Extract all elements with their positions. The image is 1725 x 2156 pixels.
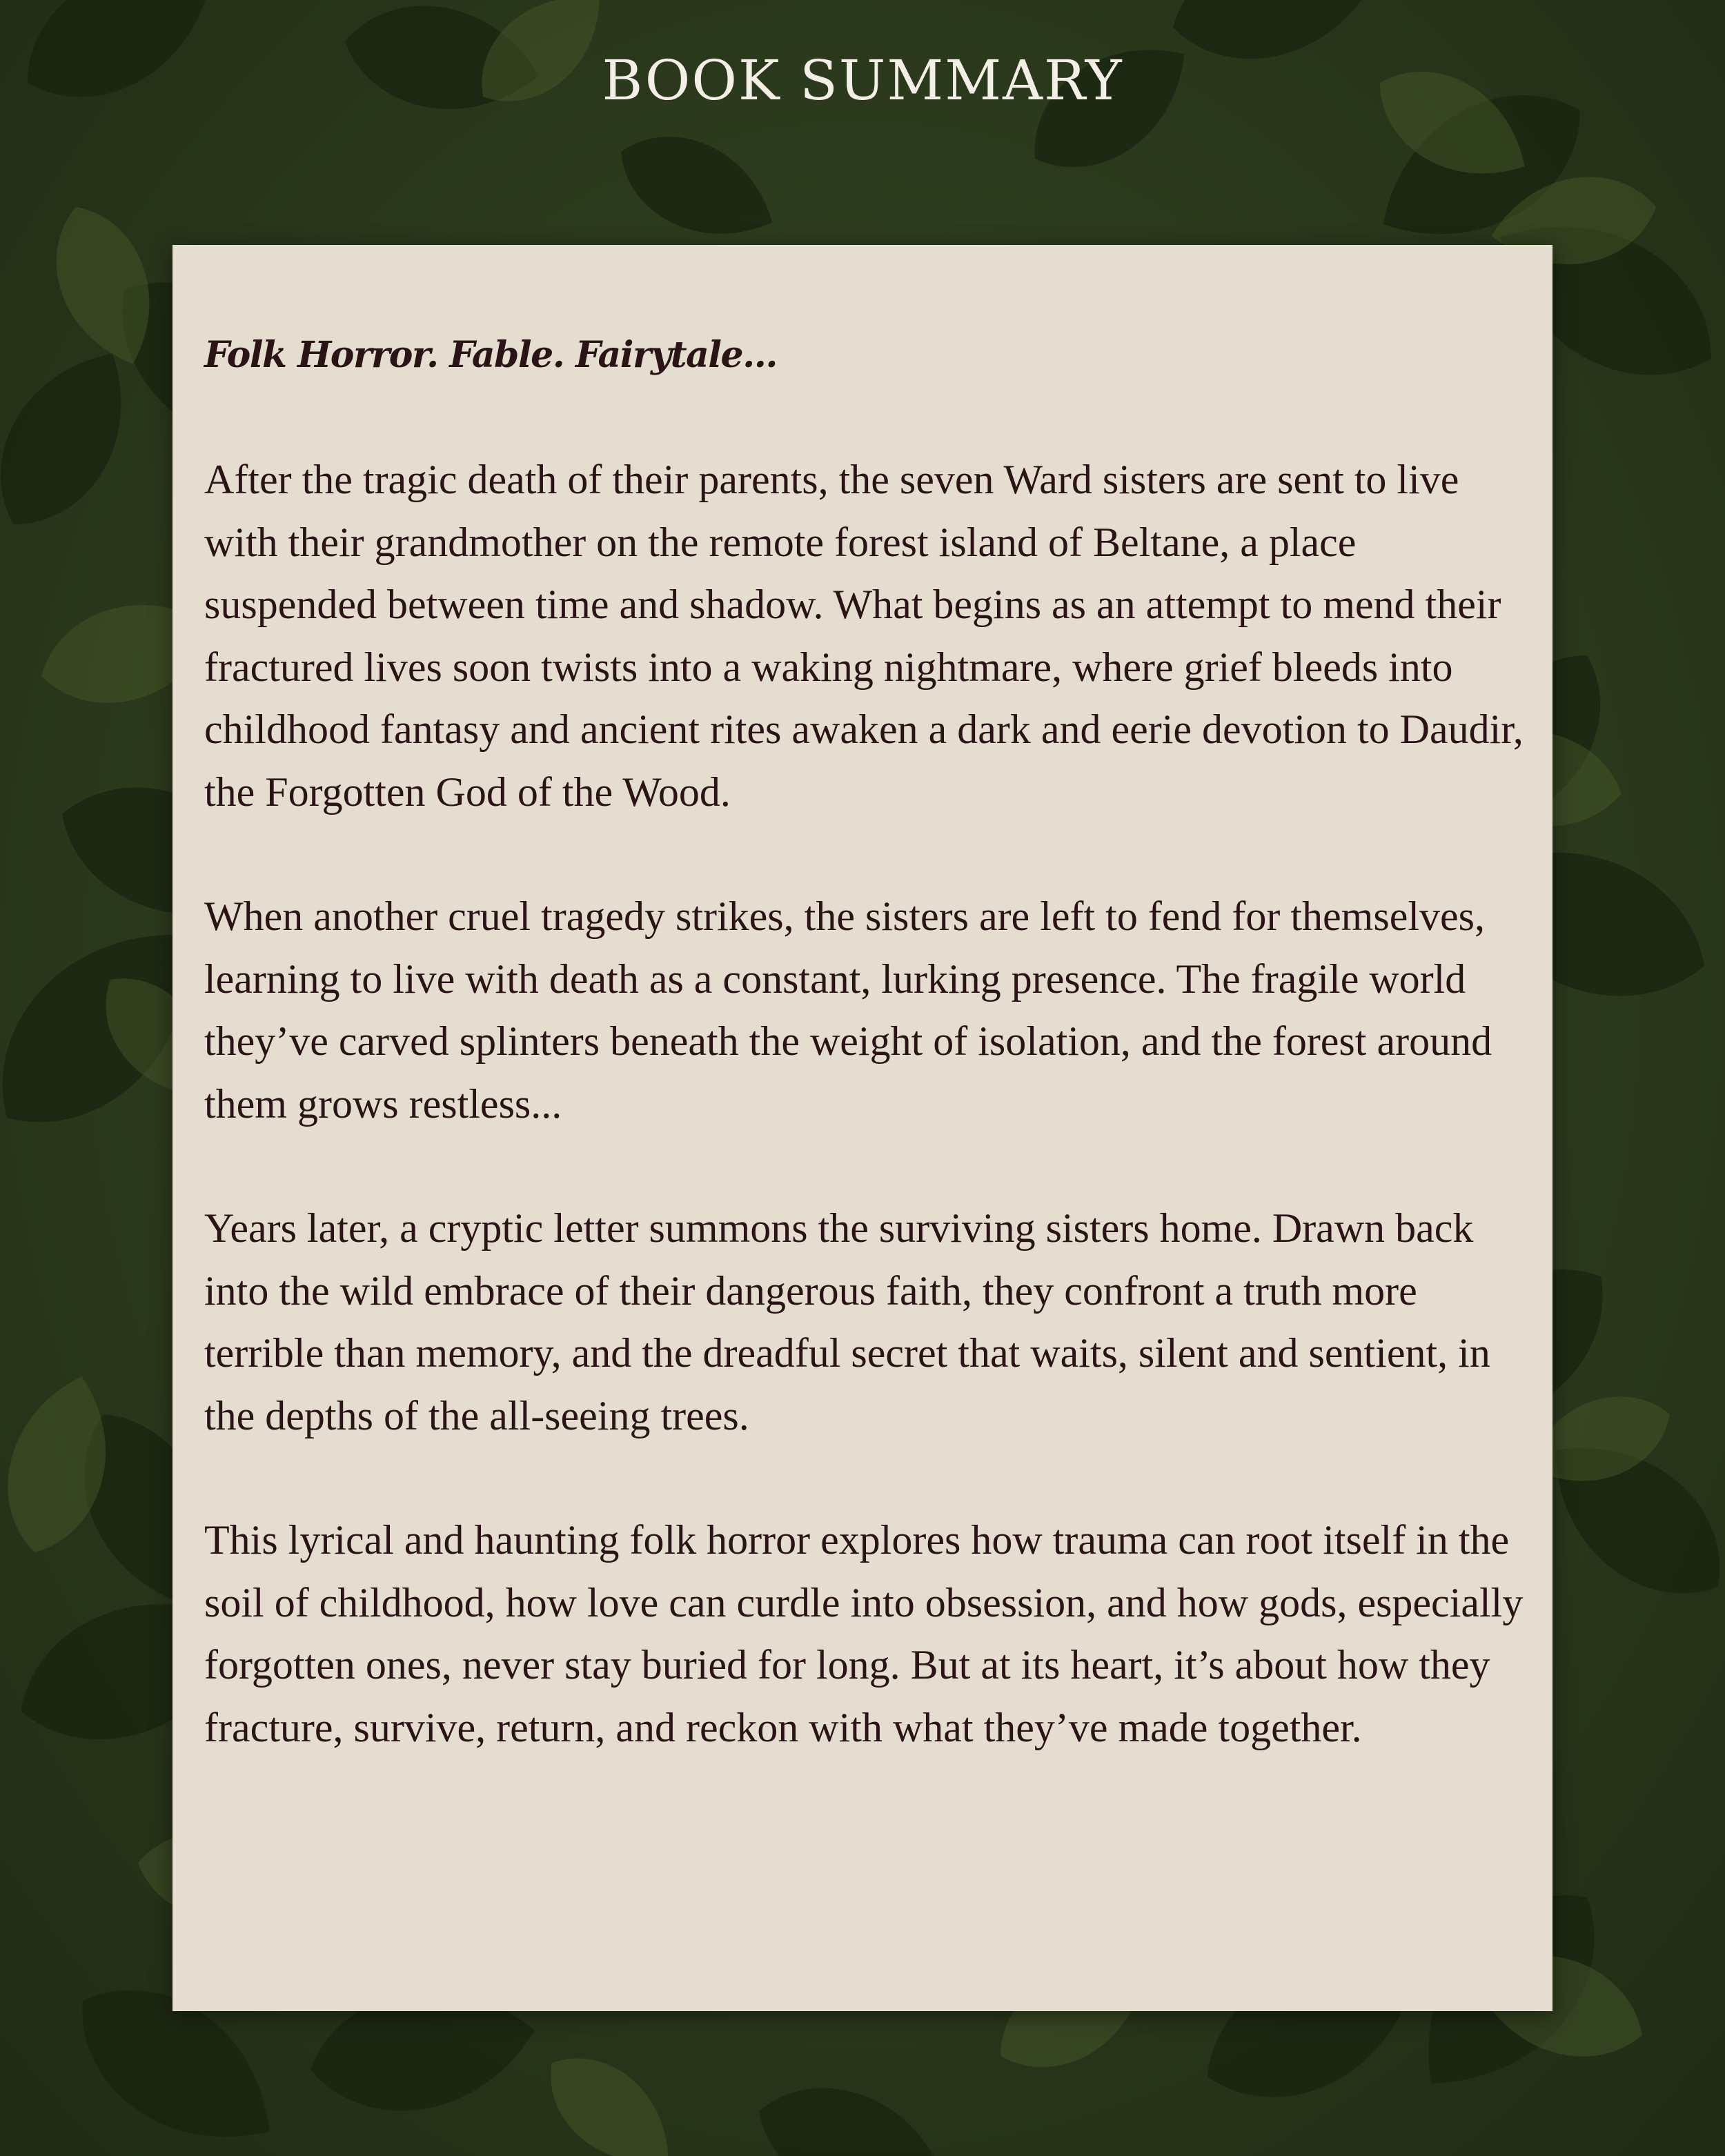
summary-paragraph-2: When another cruel tragedy strikes, the sisters are left to fend for themselves, learning to live with death as a constant, lurking presence. The fragile world they’ve carved splinters beneath the weight of isolation, and the forest around them grows restless... <box>204 893 1492 1127</box>
summary-content <box>204 324 1525 1759</box>
summary-tagline: Folk Horror. Fable. Fairytale... <box>204 334 777 376</box>
summary-paragraph-1: After the tragic death of their parents, the seven Ward sisters are sent to live with their grandmother on the remote forest island of Beltane, a place suspended between time and shadow. What begins as an attempt to mend their fractured lives soon twists into a waking nightmare, where grief bleeds into childhood fantasy and ancient rites awaken a dark and eerie devotion to Daudir, the Forgotten God of the Wood. <box>204 457 1524 815</box>
summary-card <box>172 245 1552 2011</box>
summary-paragraph-4: This lyrical and haunting folk horror explores how trauma can root itself in the soil of childhood, how love can curdle into obsession, and how gods, especially forgotten ones, never stay buried for long. But at its heart, it’s about how they fracture, survive, return, and reckon with what they’ve made together. <box>204 1517 1524 1750</box>
page-title: BOOK SUMMARY <box>602 48 1123 112</box>
summary-paragraph-3: Years later, a cryptic letter summons the surviving sisters home. Drawn back into the wild embrace of their dangerous faith, they confront a truth more terrible than memory, and the dreadful secret that waits, silent and sentient, in the depths of the all-seeing trees. <box>204 1205 1490 1438</box>
